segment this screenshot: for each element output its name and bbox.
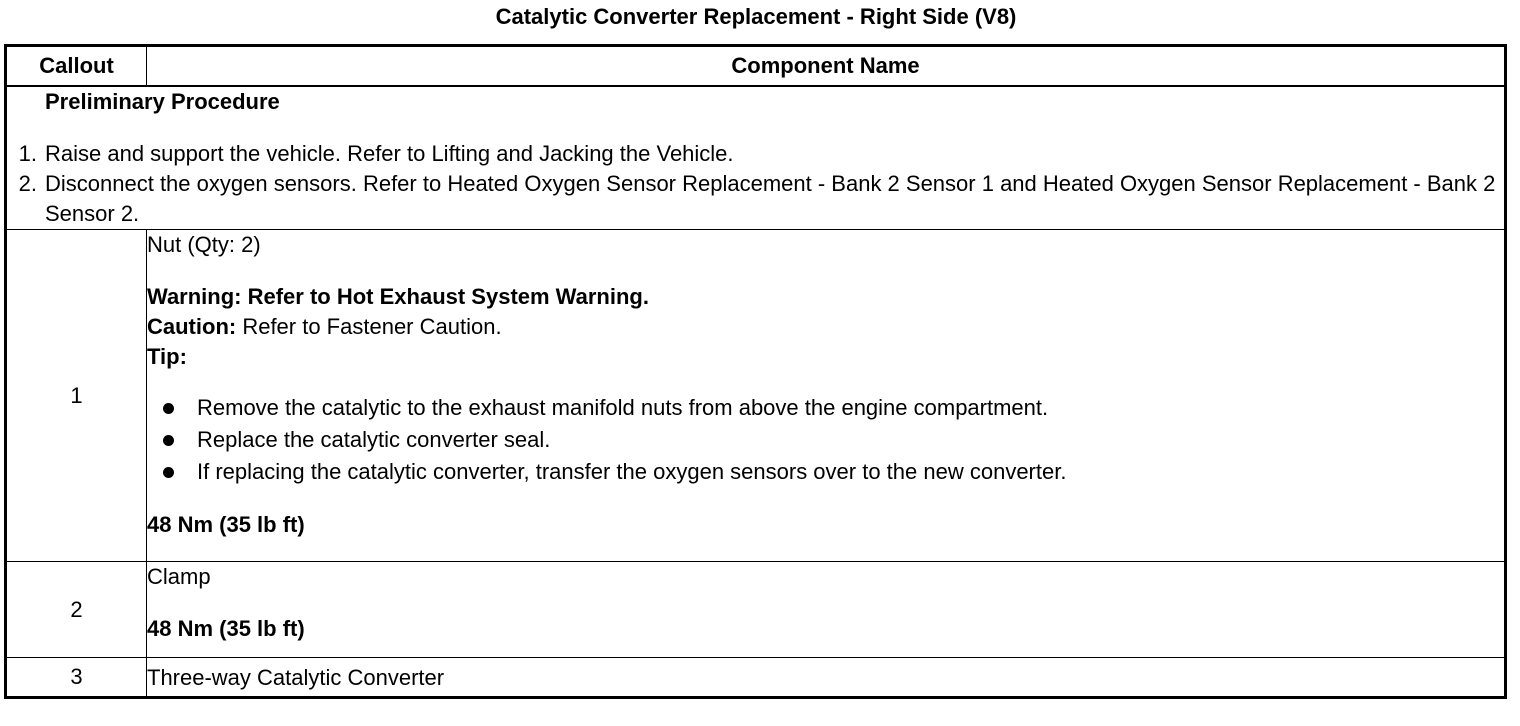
header-component-name: Component Name (147, 46, 1506, 87)
table-row (6, 562, 1506, 658)
header-callout: Callout (6, 46, 147, 87)
preliminary-procedure (6, 86, 1506, 230)
tip-item (147, 424, 1504, 456)
preliminary-heading: Preliminary Procedure (45, 89, 280, 114)
bullet-icon (163, 435, 174, 446)
table-row (6, 658, 1506, 698)
step-text: Raise and support the vehicle. Refer to Lifting and Jacking the Vehicle. (45, 141, 734, 166)
procedure-table (4, 44, 1507, 699)
callout-number: 3 (6, 658, 147, 698)
component-name: Clamp (147, 564, 211, 589)
bullet-icon (163, 467, 174, 478)
step-number: 2. (18, 171, 37, 196)
component-name: Nut (Qty: 2) (147, 232, 261, 257)
caution-line (147, 312, 1504, 342)
component-cell (147, 562, 1506, 658)
preliminary-step (7, 139, 1504, 169)
preliminary-steps (7, 139, 1504, 229)
step-number: 1. (18, 141, 37, 166)
component-cell (147, 230, 1506, 562)
callout-number: 1 (6, 230, 147, 562)
torque-spec: 48 Nm (35 lb ft) (147, 616, 305, 641)
tip-label: Tip: (147, 344, 187, 369)
bullet-icon (163, 403, 174, 414)
step-text: Disconnect the oxygen sensors. Refer to Heated Oxygen Sensor Replacement - Bank 2 Sensor 1 and Heated Oxygen Sensor Replacement - Bank 2 Sensor 2. (45, 171, 1496, 226)
tip-text: Replace the catalytic converter seal. (197, 427, 551, 452)
page-title: Catalytic Converter Replacement - Right Side (V8) (495, 4, 1017, 29)
tip-list (147, 392, 1504, 488)
table-row (6, 230, 1506, 562)
tip-item (147, 456, 1504, 488)
table-header-row (6, 46, 1506, 87)
preliminary-row (6, 86, 1506, 230)
callout-number: 2 (6, 562, 147, 658)
torque-spec: 48 Nm (35 lb ft) (147, 512, 305, 537)
caution-label: Caution: (147, 314, 237, 339)
component-cell (147, 658, 1506, 698)
caution-text: Refer to Fastener Caution. (236, 314, 502, 339)
tip-item (147, 392, 1504, 424)
tip-text: Remove the catalytic to the exhaust manifold nuts from above the engine compartment. (197, 395, 1049, 420)
warning-text: Warning: Refer to Hot Exhaust System Warning. (147, 284, 649, 309)
tip-text: If replacing the catalytic converter, transfer the oxygen sensors over to the new converter. (197, 459, 1067, 484)
preliminary-step (7, 169, 1504, 229)
component-name: Three-way Catalytic Converter (147, 665, 445, 690)
